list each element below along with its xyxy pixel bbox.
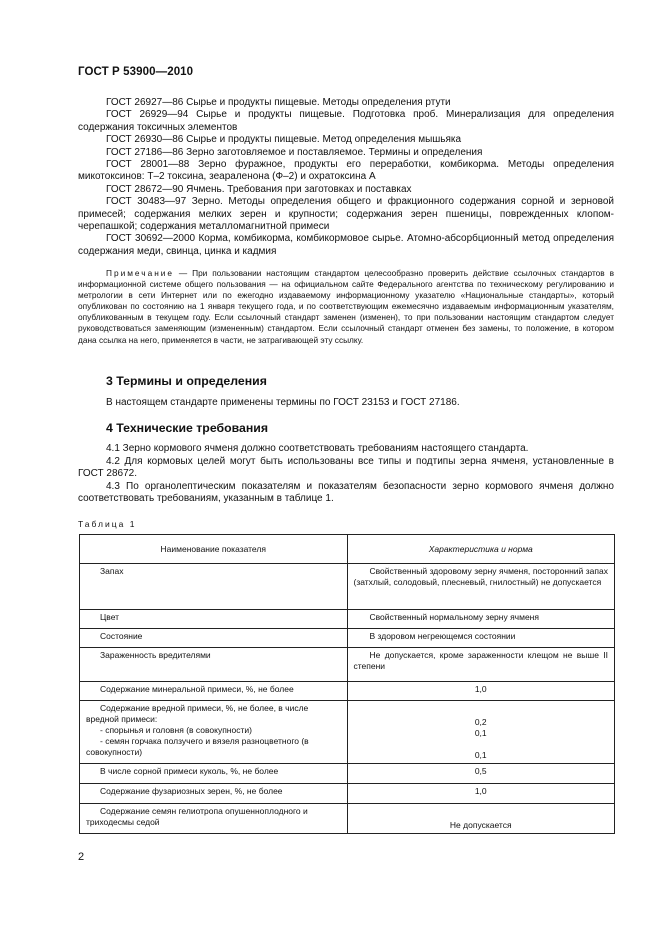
row-value: Не допускается — [347, 804, 615, 834]
section-3-title: 3 Термины и определения — [106, 374, 267, 388]
row-name: Содержание фузариозных зерен, %, не более — [80, 784, 348, 804]
note-paragraph — [78, 268, 614, 346]
section-3-text: В настоящем стандарте применены термины по ГОСТ 23153 и ГОСТ 27186. — [106, 397, 460, 408]
table-header-name: Наименование показателя — [80, 535, 348, 564]
row-value: В здоровом негреющемся состоянии — [347, 629, 615, 648]
row-name-line: Содержание вредной примеси, %, не более, в числе вредной примеси: — [86, 703, 309, 724]
table-header-value: Характеристика и норма — [347, 535, 615, 564]
table-row — [80, 648, 615, 682]
requirements-table — [79, 534, 615, 834]
row-name-text: Содержание семян гелиотропа опушенноплодного и триходесмы седой — [86, 806, 308, 827]
table-row — [80, 804, 615, 834]
row-value-line: 0,1 — [474, 728, 487, 738]
table-row — [80, 610, 615, 629]
row-name — [80, 804, 348, 834]
note-label: Примечание — [106, 268, 175, 278]
table-row — [80, 564, 615, 610]
row-name: В числе сорной примеси куколь, %, не более — [80, 764, 348, 784]
row-name: Запах — [80, 564, 348, 610]
section-4-p2: 4.2 Для кормовых целей могут быть использованы все типы и подтипы зерна ячменя, установленные в ГОСТ 28672. — [78, 456, 614, 480]
row-value: 1,0 — [347, 784, 615, 804]
reference-item: ГОСТ 26927—86 Сырье и продукты пищевые. Методы определения ртути — [106, 97, 451, 108]
table-row — [80, 629, 615, 648]
page-number: 2 — [78, 851, 85, 863]
table-row — [80, 764, 615, 784]
row-name: Цвет — [80, 610, 348, 629]
reference-item: ГОСТ 30692—2000 Корма, комбикорма, комбикормовое сырье. Атомно-абсорбционный метод определения содержания меди, свинца, цинка и кадмия — [78, 233, 614, 257]
section-4-p3: 4.3 По органолептическим показателям и показателям безопасности зерно кормового ячменя должно соответствовать требованиям, указанным в таблице 1. — [78, 481, 614, 505]
row-name-line: - спорынья и головня (в совокупности) — [100, 725, 252, 735]
row-name: Зараженность вредителями — [80, 648, 348, 682]
row-value: Не допускается, кроме зараженности клещом не выше II степени — [347, 648, 615, 682]
row-value: Свойственный здоровому зерну ячменя, посторонний запах (затхлый, солодовый, плесневый, гнилостный) не допускается — [347, 564, 615, 610]
document-header: ГОСТ Р 53900—2010 — [78, 66, 194, 78]
table-header-row — [80, 535, 615, 564]
row-value-line: 0,1 — [474, 750, 487, 760]
section-4-title: 4 Технические требования — [106, 421, 268, 435]
row-value: 0,5 — [347, 764, 615, 784]
row-name-line: - семян горчака ползучего и вязеля разноцветного (в совокупности) — [86, 736, 309, 757]
reference-item: ГОСТ 28672—90 Ячмень. Требования при заготовках и поставках — [106, 183, 412, 195]
note-text: — При пользовании настоящим стандартом целесообразно проверить действие ссылочных стандартов в информационной системе общего пользования — на официальном сайте Федерального агентства по техническому регулированию и метрологии в сети Интернет или по ежегодно издаваемому информационному указателю «Национальные стандарты», который опубликован по состоянию на 1 января текущего года, и по соответствующим ежемесячно издаваемым информационным указателям, опубликованным в текущем году. Если ссылочный стандарт заменен (изменен), то при пользовании настоящим стандартом следует руководствоваться заменяющим (измененным) стандартом. Если ссылочный стандарт отменен без замены, то положение, в котором дана ссылка на него, применяется в части, не затрагивающей эту ссылку. — [78, 268, 614, 345]
normative-references — [78, 97, 614, 258]
table-row — [80, 682, 615, 701]
table-row — [80, 701, 615, 764]
row-name — [80, 701, 348, 764]
row-value — [347, 701, 615, 764]
row-value: 1,0 — [347, 682, 615, 701]
row-value-line: 0,2 — [474, 717, 487, 727]
reference-item: ГОСТ 30483—97 Зерно. Методы определения общего и фракционного содержания сорной и зерновой примесей; содержания мелких зерен и крупности; содержания зерен пшеницы, поврежденных клопом-черепашкой; содержания металломагнитной примеси — [78, 196, 614, 233]
reference-item: ГОСТ 27186—86 Зерно заготовляемое и поставляемое. Термины и определения — [106, 146, 483, 158]
reference-item: ГОСТ 26929—94 Сырье и продукты пищевые. Подготовка проб. Минерализация для определения содержания токсичных элементов — [78, 109, 614, 133]
section-4-p1: 4.1 Зерно кормового ячменя должно соответствовать требованиям настоящего стандарта. — [106, 443, 529, 454]
row-name: Состояние — [80, 629, 348, 648]
table-row — [80, 784, 615, 804]
table-label: Таблица 1 — [78, 519, 137, 529]
row-name: Содержание минеральной примеси, %, не более — [80, 682, 348, 701]
reference-item: ГОСТ 28001—88 Зерно фуражное, продукты его переработки, комбикорма. Методы определения микотоксинов: Т–2 токсина, зеараленона (Ф–2) и охратоксина А — [78, 159, 614, 183]
reference-item: ГОСТ 26930—86 Сырье и продукты пищевые. Метод определения мышьяка — [106, 134, 462, 146]
row-value: Свойственный нормальному зерну ячменя — [347, 610, 615, 629]
